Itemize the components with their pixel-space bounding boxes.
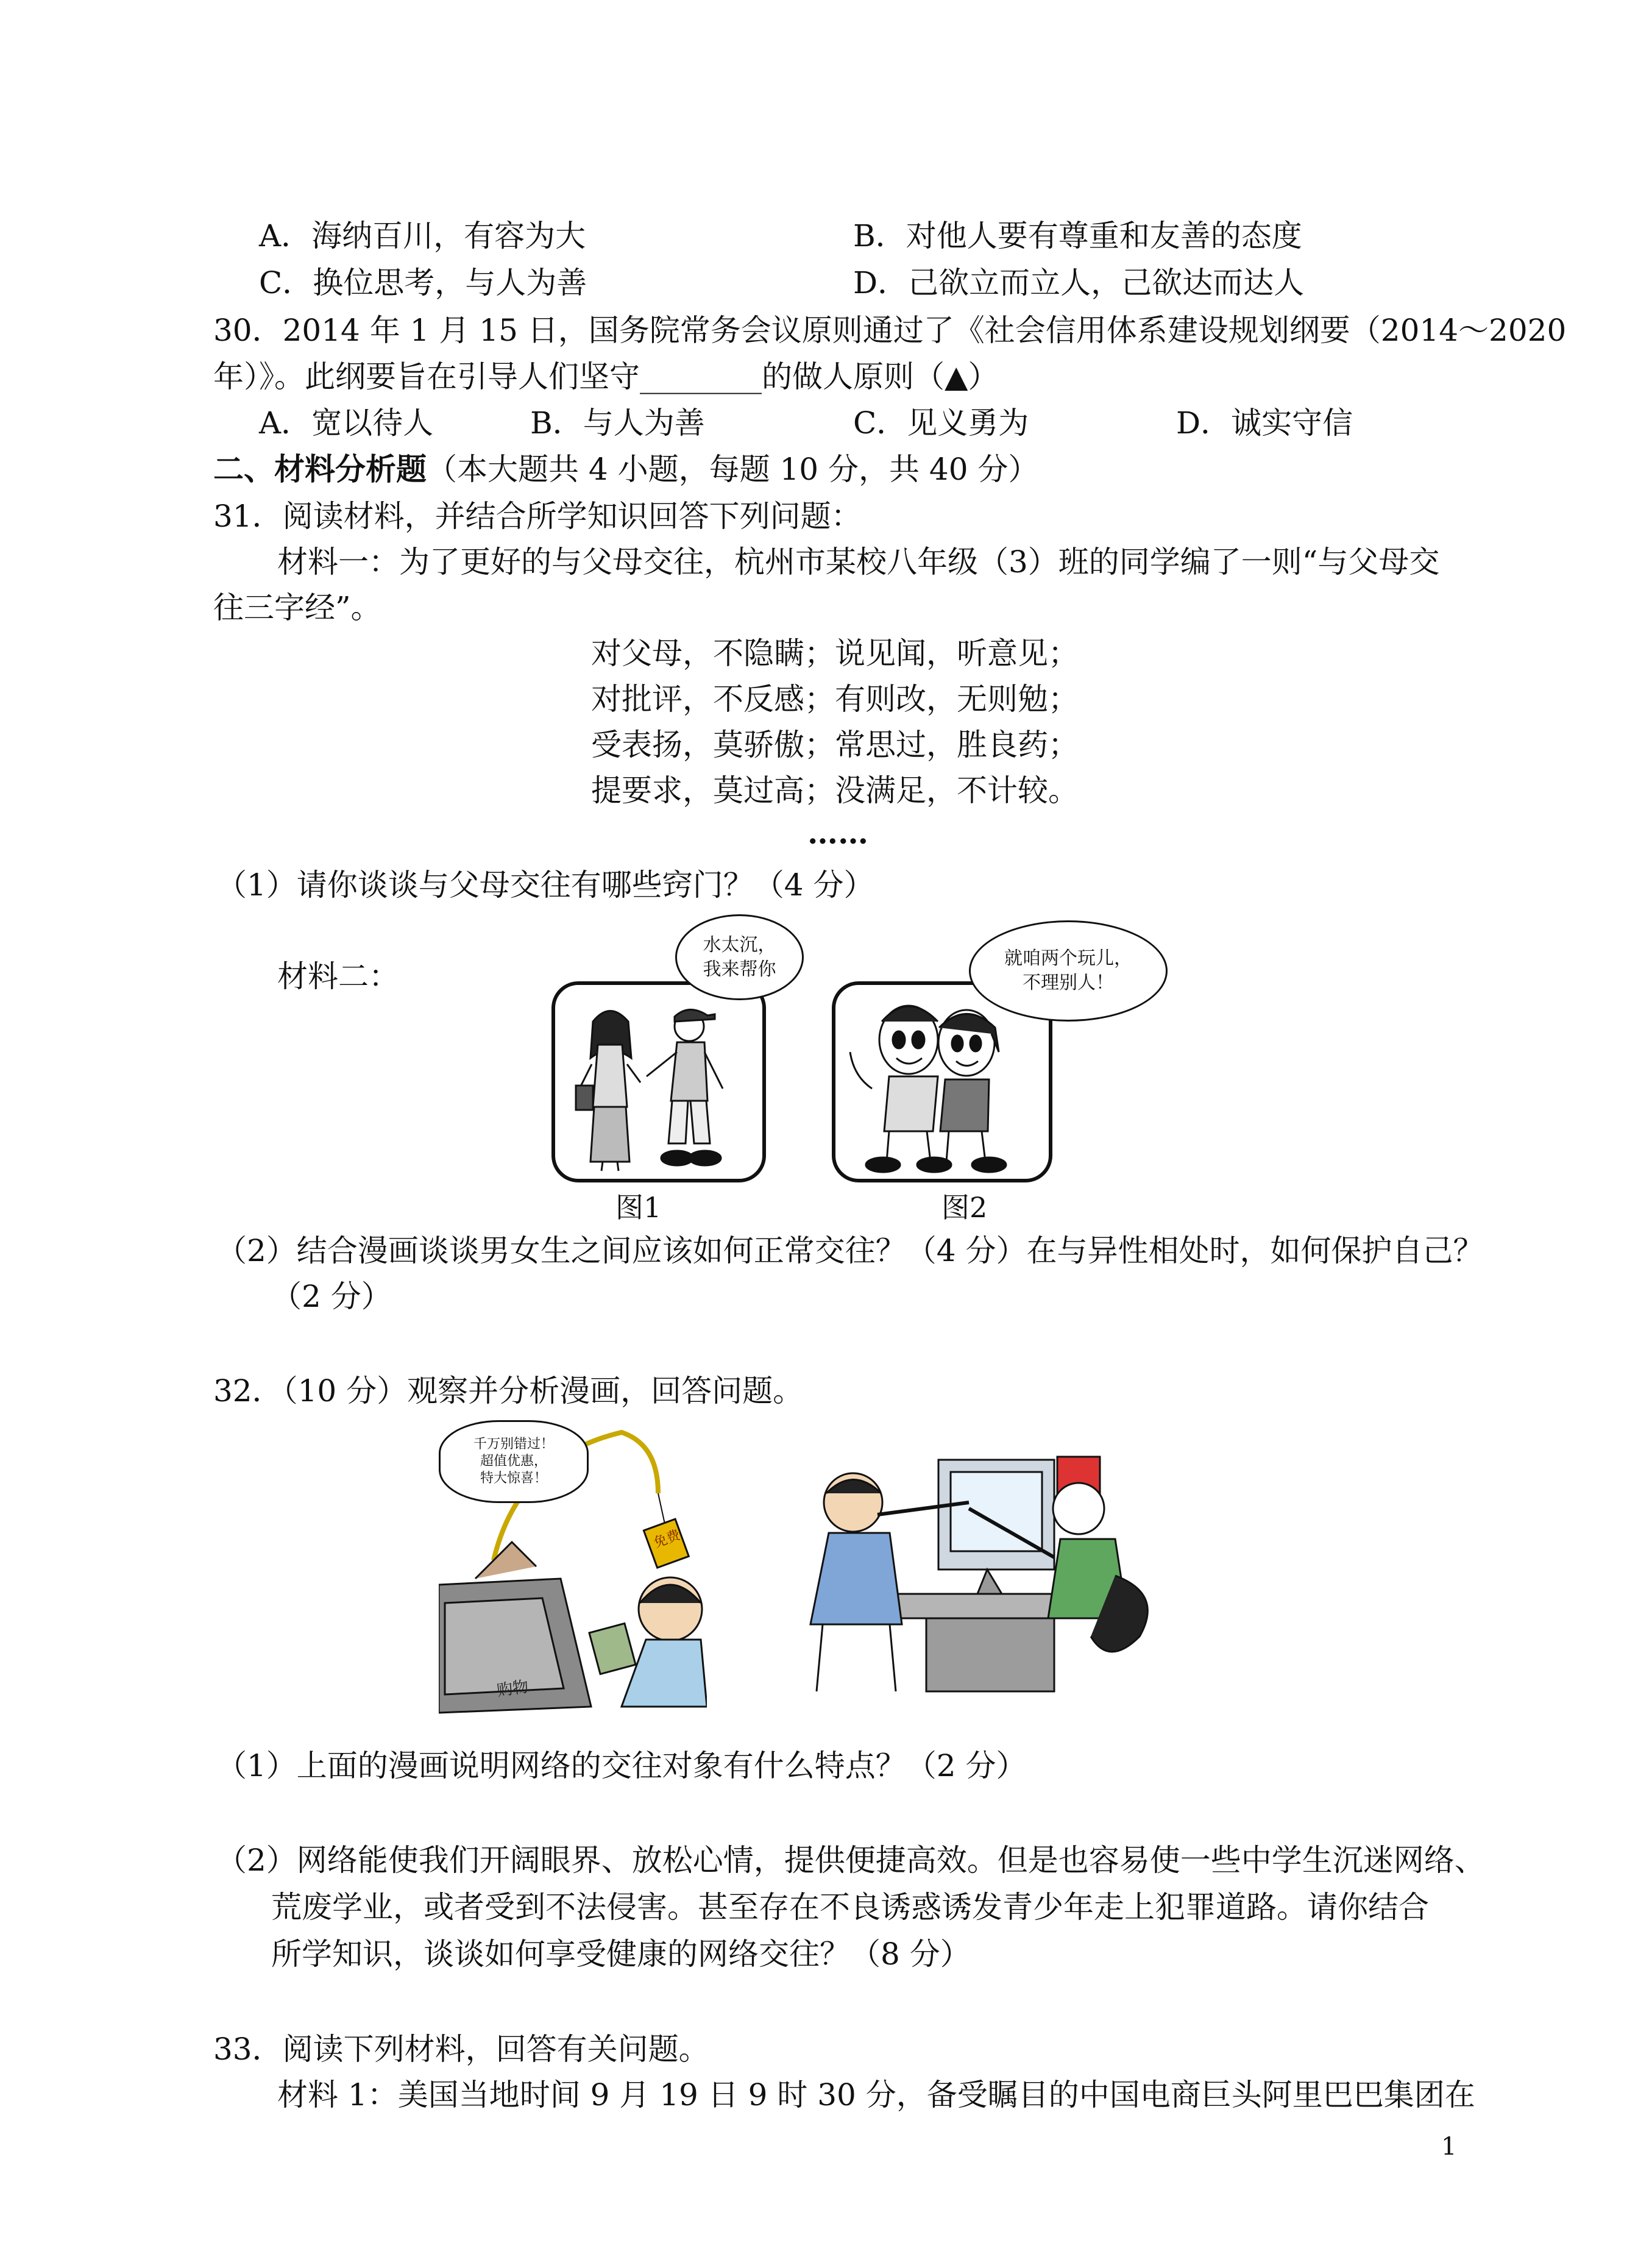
q29-option-b: B．对他人要有尊重和友善的态度: [853, 218, 1302, 254]
poem-line-3: 受表扬，莫骄傲；常思过，胜良药；: [591, 727, 1079, 763]
q30-stem-line1: 30．2014 年 1 月 15 日，国务院常务会议原则通过了《社会信用体系建设规划纲要（2014～2020: [213, 313, 1567, 348]
comic-caption-1: 图1: [615, 1191, 662, 1224]
q31-subquestion-1: （1）请你谈谈与父母交往有哪些窍门？（4 分）: [216, 867, 874, 903]
q29-option-a: A．海纳百川，有容为大: [259, 218, 586, 254]
comic-panel-1: [551, 981, 766, 1182]
q30-option-a: A．宽以待人: [259, 405, 434, 441]
q31-subquestion-2-line1: （2）结合漫画谈谈男女生之间应该如何正常交往？（4 分）在与异性相处时，如何保护自己？: [216, 1233, 1484, 1268]
q32-subquestion-2-line3: 所学知识，谈谈如何享受健康的网络交往？（8 分）: [271, 1936, 971, 1972]
laptop-label: 购物: [495, 1677, 530, 1701]
q31-stem: 31．阅读材料，并结合所学知识回答下列问题：: [213, 499, 862, 534]
boy-helps-girl-drawing: [555, 985, 762, 1179]
speech-bubble-1-line1: 水太沉，: [703, 934, 776, 956]
speech-bubble-2-line2: 不理别人！: [1023, 972, 1114, 994]
fisher-line1: 千万别错过！: [473, 1437, 554, 1452]
q31-material1-line2: 往三字经”。: [213, 590, 381, 625]
fisher-speech-bubble: [439, 1420, 589, 1503]
q32-subquestion-1: （1）上面的漫画说明网络的交往对象有什么特点？（2 分）: [216, 1748, 1027, 1783]
q32-subquestion-2-line2: 荒废学业，或者受到不法侵害。甚至存在不良诱惑诱发青少年走上犯罪道路。请你结合: [271, 1889, 1429, 1925]
q31-material1-line1: 材料一：为了更好的与父母交往，杭州市某校八年级（3）班的同学编了一则“与父母交: [277, 544, 1440, 580]
cartoon-masked-online-stranger: [786, 1435, 1164, 1697]
q30-option-d: D．诚实守信: [1176, 405, 1353, 441]
comic-caption-2: 图2: [941, 1191, 988, 1224]
page-number: 1: [1441, 2133, 1457, 2161]
poem-line-2: 对批评，不反感；有则改，无则勉；: [591, 681, 1079, 717]
speech-bubble-1-line2: 我来帮你: [703, 958, 776, 980]
section-note: （本大题共 4 小题，每题 10 分，共 40 分）: [427, 452, 1039, 487]
q29-option-d: D．己欲立而立人，己欲达而达人: [853, 265, 1305, 300]
cartoon-online-shopping-bait: [439, 1420, 707, 1719]
speech-bubble-2-line1: 就咱两个玩儿，: [1004, 948, 1132, 969]
poem-ellipsis: ……: [807, 815, 868, 851]
poem-line-4: 提要求，莫过高；没满足，不计较。: [591, 773, 1079, 808]
q33-material1: 材料 1：美国当地时间 9 月 19 日 9 时 30 分，备受瞩目的中国电商巨头阿里巴巴集团在: [277, 2077, 1475, 2113]
speech-bubble-2: [969, 920, 1168, 1022]
fisher-line2: 超值优惠，: [480, 1454, 547, 1469]
q30-option-b: B．与人为善: [530, 405, 705, 441]
bait-tag-label: 免费: [651, 1527, 682, 1551]
q32-subquestion-2-line1: （2）网络能使我们开阔眼界、放松心情，提供便捷高效。但是也容易使一些中学生沉迷网络、: [216, 1843, 1485, 1878]
q33-stem: 33．阅读下列材料，回答有关问题。: [213, 2032, 709, 2067]
q30-option-c: C．见义勇为: [853, 405, 1029, 441]
q31-subquestion-2-line2: （2 分）: [271, 1279, 392, 1314]
speech-bubble-1: [675, 914, 804, 1000]
masked-stranger-drawing: [786, 1435, 1164, 1697]
section-heading: [213, 450, 1038, 489]
q31-material2-label: 材料二：: [277, 959, 399, 994]
section-title: 二、材料分析题: [213, 451, 427, 487]
q30-stem-line2: 年）》。此纲要旨在引导人们坚守________的做人原则（▲）: [213, 359, 999, 394]
q32-stem: 32．（10 分）观察并分析漫画，回答问题。: [213, 1373, 804, 1409]
poem-line-1: 对父母，不隐瞒；说见闻，听意见；: [591, 636, 1079, 671]
fisher-line3: 特大惊喜！: [480, 1471, 547, 1486]
q29-option-c: C．换位思考，与人为善: [259, 265, 587, 300]
